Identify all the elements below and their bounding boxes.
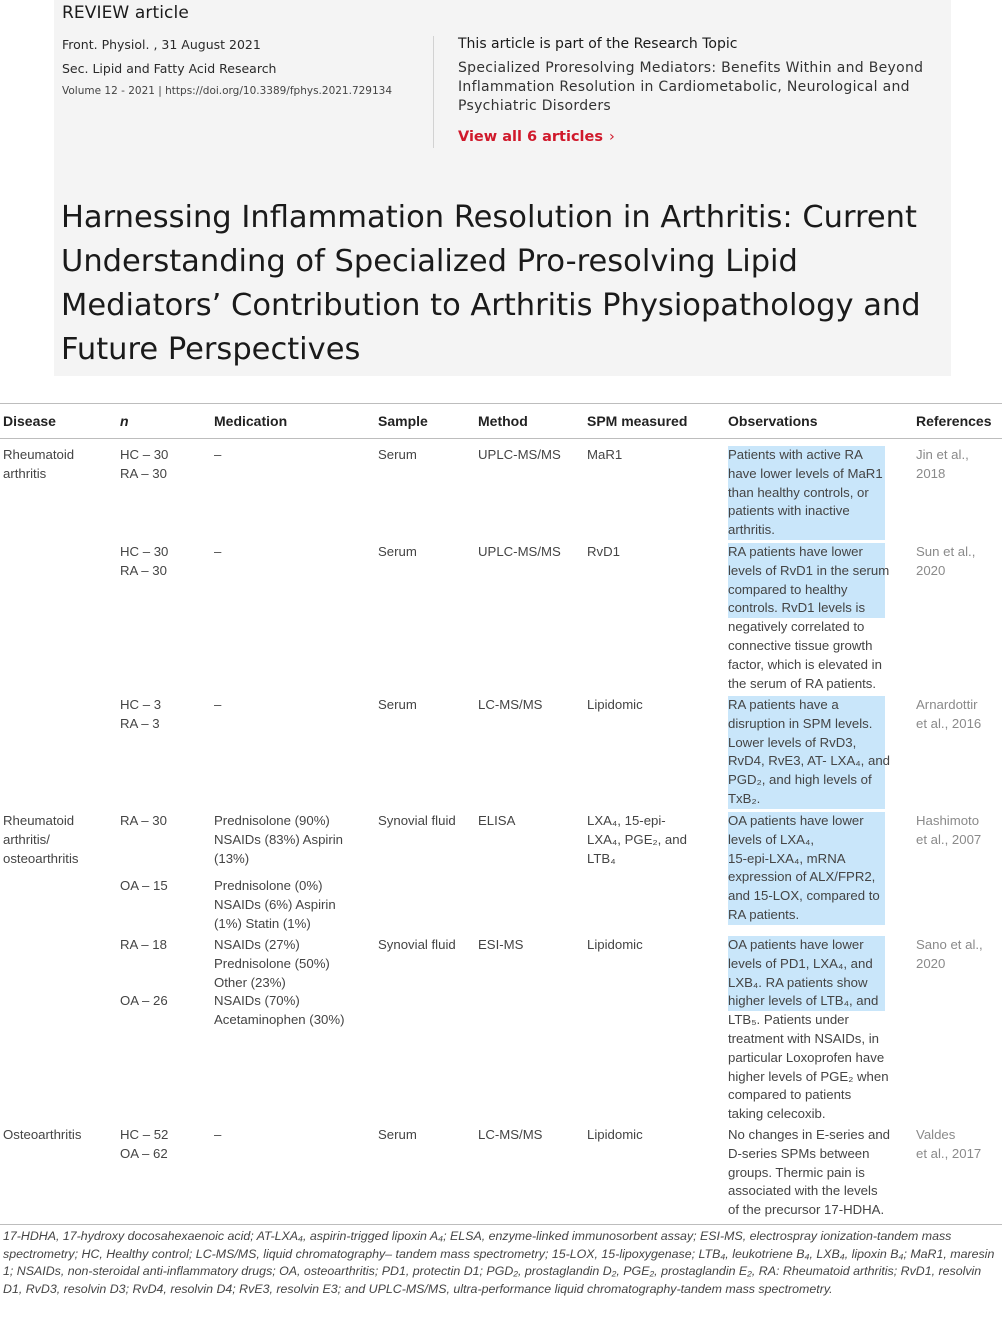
medication-cell [214,543,221,562]
spm-cell-line: LXA₄, 15-epi- [587,813,666,828]
spm-cell-line: Lipidomic [587,937,643,952]
medication-cell [214,992,344,1030]
n-cell-line: RA – 30 [120,813,167,828]
spm-cell-line: Lipidomic [587,1127,643,1142]
method-cell [478,1126,542,1145]
observations-cell [728,812,885,925]
n-cell-line: OA – 26 [120,993,168,1008]
method-cell-line: ELISA [478,813,516,828]
reference-cell[interactable] [916,543,975,581]
n-cell [120,696,161,734]
col-header-disease: Disease [3,413,56,429]
medication-cell-line: NSAIDs (6%) Aspirin [214,896,336,912]
observation-line: disruption in SPM levels. [728,715,873,731]
observation-line: than healthy controls, or [728,484,869,500]
sample-cell [378,936,456,955]
spm-cell [587,812,687,868]
article-type: REVIEW article [62,3,189,23]
method-cell-line: UPLC-MS/MS [478,447,561,462]
n-cell-line: HC – 30 [120,447,169,462]
meta-divider [433,36,434,148]
highlighted-observation [728,446,885,540]
reference-cell-line: Jin et al., [916,447,969,462]
reference-cell[interactable] [916,1126,981,1164]
reference-cell[interactable] [916,696,981,734]
observation-line: controls. RvD1 levels is [728,600,866,616]
reference-cell[interactable] [916,446,969,484]
reference-cell-line: Sano et al., [916,937,983,952]
reference-cell-line: et al., 2007 [916,831,982,847]
observation-line: compared to patients [728,1087,852,1103]
table-bottom-rule [0,1224,1002,1225]
observation-line: of the precursor 17-HDHA. [728,1202,885,1218]
observation-line: Lower levels of RvD3, [728,734,857,750]
sample-cell-line: Synovial fluid [378,937,456,952]
observation-line: factor, which is elevated in [728,656,882,672]
spm-cell-line: LTB₄ [587,850,616,866]
disease-cell-line: arthritis [3,465,47,481]
observation-line: LTB₅. Patients under [728,1012,849,1028]
medication-cell-line: Prednisolone (50%) [214,955,330,971]
medication-cell [214,446,221,465]
observation-line: and 15-LOX, compared to [728,888,880,904]
spm-cell-line: MaR1 [587,447,623,462]
method-cell [478,936,523,955]
n-cell [120,543,168,581]
observation-line: RvD4, RvE3, AT- LXA₄, and [728,753,890,769]
n-cell-line: RA – 30 [120,562,167,578]
observations-cell [728,1126,890,1220]
observations-cell [728,936,889,1124]
view-all-label: View all 6 articles [458,129,603,145]
medication-cell-line: – [214,1127,222,1142]
disease-cell [3,446,74,484]
spm-cell-line: Lipidomic [587,697,643,712]
medication-cell-line: Other (23%) [214,974,286,990]
observation-line: associated with the levels [728,1183,878,1199]
disease-cell [3,1126,81,1145]
article-header-panel [54,0,951,376]
research-topic-heading: This article is part of the Research Topic [458,36,738,52]
chevron-right-icon: › [609,129,615,145]
disease-cell-line: osteoarthritis [3,850,79,866]
reference-cell-line: Arnardottir [916,697,978,712]
observation-line: levels of RvD1 in the serum [728,562,890,578]
highlighted-observation [728,936,885,1011]
observation-line: RA patients have a [728,697,839,712]
method-cell-line: LC-MS/MS [478,697,543,712]
n-cell [120,992,168,1011]
observation-line: LXB₄. RA patients show [728,974,868,990]
medication-cell-line: NSAIDs (70%) [214,993,300,1008]
observation-line: No changes in E-series and [728,1127,891,1142]
observation-line: higher levels of LTB₄, and [728,993,879,1009]
observation-line: higher levels of PGE₂ when [728,1068,889,1084]
sample-cell [378,812,456,831]
medication-cell [214,936,330,992]
reference-cell-line: et al., 2016 [916,715,982,731]
table-top-rule [0,403,1002,404]
reference-cell-line: et al., 2017 [916,1145,982,1161]
observation-line: RA patients have lower [728,544,863,559]
sample-cell-line: Synovial fluid [378,813,456,828]
n-cell [120,812,167,831]
n-cell [120,936,167,955]
medication-cell [214,812,343,868]
medication-cell-line: Prednisolone (90%) [214,813,330,828]
method-cell-line: LC-MS/MS [478,1127,543,1142]
col-header-references: References [916,413,992,429]
reference-cell[interactable] [916,936,983,974]
highlighted-observation [728,543,890,618]
spm-cell-line: RvD1 [587,544,620,559]
observation-line: connective tissue growth [728,637,873,653]
reference-cell-line: 2018 [916,465,946,481]
sample-cell [378,543,417,562]
medication-cell-line: Acetaminophen (30%) [214,1011,345,1027]
col-header-spm-measured: SPM measured [587,413,688,429]
medication-cell-line: – [214,544,222,559]
spm-cell [587,1126,643,1145]
journal-citation: Front. Physiol. , 31 August 2021 [62,37,261,52]
sample-cell-line: Serum [378,447,417,462]
n-cell-line: RA – 18 [120,937,167,952]
method-cell [478,446,561,465]
observation-line: D-series SPMs between [728,1145,870,1161]
medication-cell-line: (1%) Statin (1%) [214,915,311,931]
reference-cell-line: Hashimoto [916,813,980,828]
table-footnote: 17-HDHA, 17-hydroxy docosahexaenoic acid; AT-LXA₄, aspirin-trigged lipoxin A₄; ELSA, enzyme-linked immunosorbent assay; ESI-MS, electrospray ionization-tandem mass spectrometry; HC, Healthy control; LC-MS/MS, liquid chromatography– tandem mass spectrometry; 15-LOX, 15-lipoxygenase; LTB₄, leukotriene B₄, LXB₄, lipoxin B₄; MaR1, maresin 1; NSAIDs, non-steroidal anti-inflammatory drugs; OA, osteoarthritis; PD1, protectin D1; PGD₂, prostaglandin D₂, PGE₂, prostaglandin E₂, RA: Rheumatoid arthritis; RvD1, resolvin D1, RvD3, resolvin D3; RvD4, resolvin D4; RvE3, resolvin E3; and UPLC-MS/MS, ultra-performance liquid chromatography-tandem mass spectrometry. [3,1229,995,1296]
spm-cell [587,543,620,562]
reference-cell-line: Sun et al., [916,544,976,559]
medication-cell [214,877,336,933]
sample-cell-line: Serum [378,1127,417,1142]
medication-cell [214,696,221,715]
observation-line: levels of LXA₄, [728,831,815,847]
sample-cell-line: Serum [378,697,417,712]
disease-cell [3,812,79,868]
n-cell [120,1126,168,1164]
highlighted-observation [728,696,890,809]
disease-cell-line: Rheumatoid [3,447,75,462]
observations-cell [728,696,890,809]
observation-line: 15-epi-LXA₄, mRNA [728,850,846,866]
n-cell-line: HC – 52 [120,1127,169,1142]
observation-line: Patients with active RA [728,447,863,462]
sample-cell [378,1126,417,1145]
method-cell [478,543,561,562]
n-cell [120,877,168,896]
reference-cell[interactable] [916,812,981,850]
n-cell-line: OA – 15 [120,878,168,893]
observations-cell [728,543,890,693]
observation-line: particular Loxoprofen have [728,1049,885,1065]
col-header-medication: Medication [214,413,288,429]
disease-cell-line: Osteoarthritis [3,1127,82,1142]
observation-line: expression of ALX/FPR2, [728,869,876,885]
observation-line: PGD₂, and high levels of [728,772,872,788]
article-title: Harnessing Inflammation Resolution in Arthritis: Current Understanding of Specialized Pro-resolving Lipid Mediators’ Contribution to Arthritis Physiopathology and Future Perspectives [61,200,921,367]
spm-cell [587,696,643,715]
observation-line: have lower levels of MaR1 [728,465,883,481]
observation-line: compared to healthy [728,581,848,597]
n-cell-line: RA – 30 [120,465,167,481]
col-header-method: Method [478,413,528,429]
volume-doi[interactable]: Volume 12 - 2021 | https://doi.org/10.3389/fphys.2021.729134 [62,85,393,97]
col-header-sample: Sample [378,413,428,429]
observations-cell [728,446,885,540]
method-cell-line: UPLC-MS/MS [478,544,561,559]
table-header-rule [0,438,1002,439]
medication-cell [214,1126,221,1145]
medication-cell-line: (13%) [214,850,250,866]
n-cell-line: OA – 62 [120,1145,168,1161]
observation-line: levels of PD1, LXA₄, and [728,955,873,971]
observation-line: TxB₂. [728,790,761,806]
spm-cell [587,446,622,465]
observation-line: negatively correlated to [728,619,865,635]
observation-line: OA patients have lower [728,937,864,952]
disease-cell-line: Rheumatoid [3,813,75,828]
method-cell-line: ESI-MS [478,937,524,952]
observation-line: OA patients have lower [728,813,864,828]
col-header-n: n [120,413,129,429]
reference-cell-line: Valdes [916,1127,956,1142]
observation-line: RA patients. [728,906,800,922]
n-cell-line: HC – 30 [120,544,169,559]
method-cell [478,696,542,715]
highlighted-observation [728,812,885,925]
sample-cell [378,446,417,465]
medication-cell-line: Prednisolone (0%) [214,878,323,893]
sample-cell-line: Serum [378,544,417,559]
method-cell [478,812,515,831]
spm-cell-line: LXA₄, PGE₂, and [587,831,687,847]
observation-line: the serum of RA patients. [728,675,877,691]
research-topic-title[interactable]: Specialized Proresolving Mediators: Benefits Within and Beyond Inflammation Resolution in Cardiometabolic, Neurological and Psychiatric Disorders [458,60,924,114]
n-cell-line: HC – 3 [120,697,162,712]
sample-cell [378,696,417,715]
medication-cell-line: – [214,447,222,462]
view-all-articles-link[interactable] [458,129,615,145]
observation-line: groups. Thermic pain is [728,1164,865,1180]
medication-cell-line: NSAIDs (83%) Aspirin [214,831,343,847]
observation-line: patients with inactive [728,503,850,519]
disease-cell-line: arthritis/ [3,831,50,847]
n-cell-line: RA – 3 [120,715,160,731]
medication-cell-line: NSAIDs (27%) [214,937,300,952]
journal-section: Sec. Lipid and Fatty Acid Research [62,61,277,76]
reference-cell-line: 2020 [916,562,946,578]
reference-cell-line: 2020 [916,955,946,971]
medication-cell-line: – [214,697,222,712]
spm-cell [587,936,643,955]
observation-line: treatment with NSAIDs, in [728,1030,879,1046]
observation-line: arthritis. [728,522,775,538]
col-header-observations: Observations [728,413,818,429]
observation-line: taking celecoxib. [728,1106,826,1122]
n-cell [120,446,168,484]
